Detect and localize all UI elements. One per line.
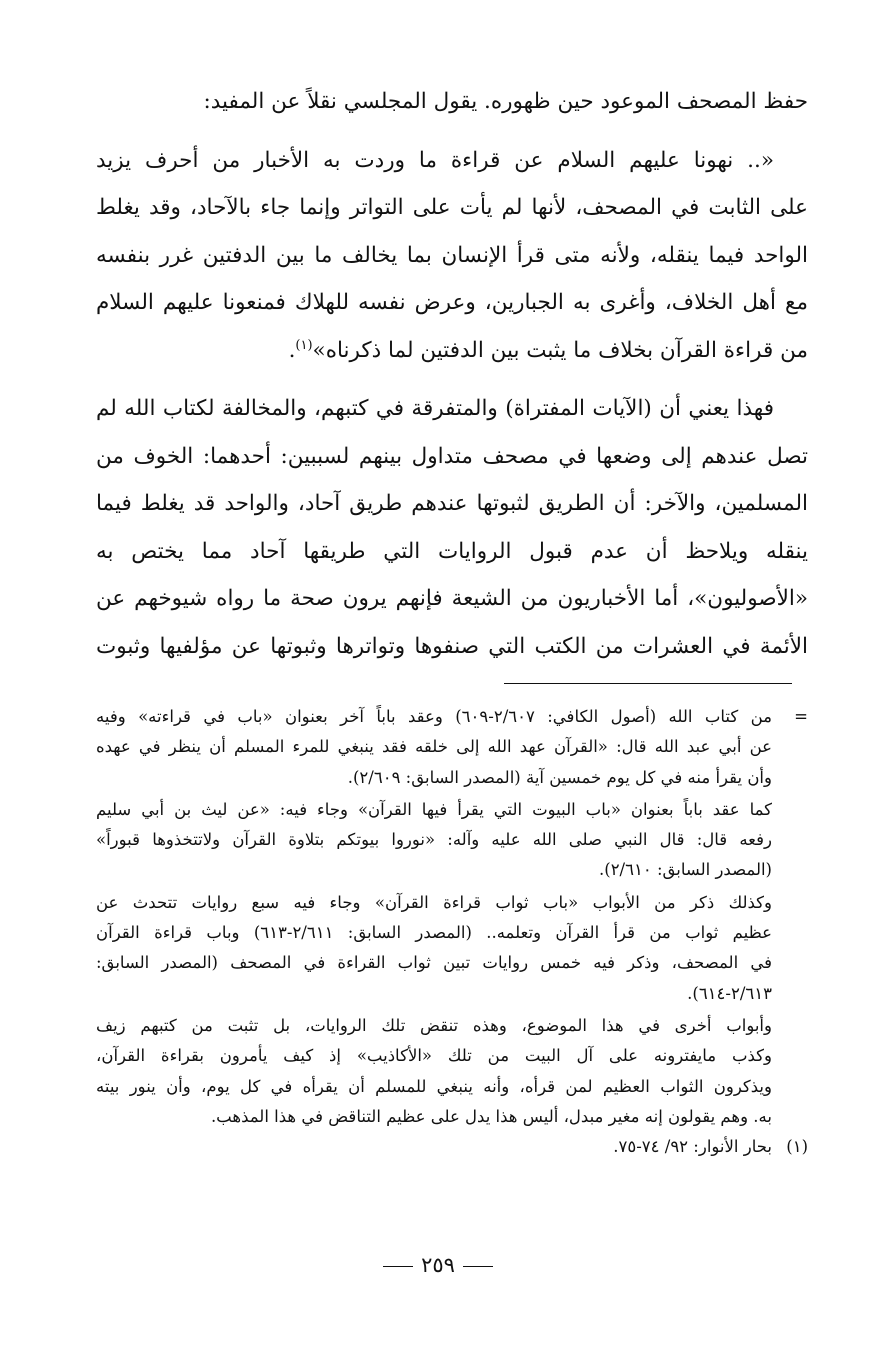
page-number-value: ٢٥٩ — [421, 1253, 455, 1277]
text-line: الأئمة في العشرات من الكتب التي صنفوها وتواترها وثبوتها عن مؤلفيها وثبوت — [96, 633, 808, 659]
text-line: المسلمين، والآخر: أن الطريق لثبوتها عندهم طريق آحاد، والواحد قد يغلط فيما — [96, 491, 808, 516]
footnote-number: (١) — [786, 1137, 808, 1157]
text-line: فهذا يعني أن (الآيات المفتراة) والمتفرقة في كتبهم، والمخالفة لكتاب الله لم — [96, 396, 774, 421]
page-number-dash — [463, 1266, 493, 1267]
footnote-line-text: من كتاب الله (أصول الكافي: ٢/٦٠٧-٦٠٩) وعقد باباً آخر بعنوان «باب في قراءته» وفيه — [96, 707, 772, 726]
quote-line-text: من قراءة القرآن بخلاف ما يثبت بين الدفتين لما ذكرناه» — [312, 337, 808, 363]
footnote-line: وأبواب أخرى في هذا الموضوع، وهذه تنقض تلك الروايات، بل تثبت من كتبهم زيف — [96, 1015, 772, 1035]
text-line: ينقله ويلاحظ أن عدم قبول الروايات التي طريقها آحاد مما يختص به — [96, 538, 808, 564]
footnote-line: به. وهم يقولون إنه مغير مبدل، أليس هذا يدل على عظيم التناقض في هذا المذهب. — [210, 1106, 772, 1126]
footnote-line: ويذكرون الثواب العظيم لمن قرأه، وأنه ينبغي للمسلم أن يقرأه في كل يوم، وأن ينور بيته — [96, 1076, 772, 1096]
footnote-line: وكذلك ذكر من الأبواب «باب ثواب قراءة القرآن» وجاء فيه سبع روايات تتحدث عن — [96, 892, 772, 912]
page-number-dash — [383, 1266, 413, 1267]
footnote-reference[interactable]: (١) — [295, 337, 313, 353]
quote-line: الواحد فيما ينقله، ولأنه متى قرأ الإنسان بما يخالف ما بين الدفتين غرر بنفسه — [96, 242, 808, 268]
text-line: «الأصوليون»، أما الأخباريون من الشيعة فإنهم يرون صحة ما رواه شيوخهم عن — [96, 586, 808, 611]
footnote-line: عظيم ثواب من قرأ القرآن وتعلمه.. (المصدر السابق: ٢/٦١١-٦١٣) وباب قراءة القرآن — [96, 923, 772, 943]
quote-line-last — [96, 327, 808, 375]
footnote-text: بحار الأنوار: ٩٢/ ٧٤-٧٥. — [613, 1137, 772, 1157]
footnote-line: (المصدر السابق: ٢/٦١٠). — [599, 860, 772, 880]
footnote-line: رفعه قال: قال النبي صلى الله عليه وآله: «نوروا بيوتكم بتلاوة القرآن ولاتتخذوها قبوراً» — [96, 830, 772, 850]
footnote-line: وأن يقرأ منه في كل يوم خمسين آية (المصدر السابق: ٢/٦٠٩). — [347, 767, 772, 787]
page-number — [0, 1250, 876, 1280]
main-text — [96, 78, 808, 670]
footnotes — [96, 702, 808, 1162]
quote-end-mark: . — [288, 337, 296, 363]
quote-line: مع أهل الخلاف، وأغرى به الجبارين، وعرض نفسه للهلاك فمنعونا عليهم السلام — [96, 290, 808, 315]
footnote-line: كما عقد باباً بعنوان «باب البيوت التي يقرأ فيها القرآن» وجاء فيه: «عن ليث بن أبي سليم — [96, 799, 772, 819]
footnote-line: عن أبي عبد الله قال: «القرآن عهد الله إلى خلقه فقد ينبغي للمرء المسلم أن ينظر في عهده — [96, 737, 772, 757]
quote-line: على الثابت في المصحف، لأنها لم يأت على التواتر وإنما جاء بالآحاد، وقد يغلط — [96, 195, 808, 220]
footnote-line: ٢/٦١٣-٦١٤). — [687, 983, 772, 1003]
footnote-divider — [504, 683, 792, 684]
footnote-line — [96, 702, 808, 732]
footnote-line: في المصحف، وذكر فيه خمس روايات تبين ثواب القراءة في المصحف (المصدر السابق: — [96, 953, 772, 973]
continuation-mark: = — [794, 707, 808, 726]
text-line: حفظ المصحف الموعود حين ظهوره. يقول المجلسي نقلاً عن المفيد: — [203, 89, 808, 114]
footnote-line: وكذب مايفترونه على آل البيت من تلك «الأكاذيب» إذ كيف يأمرون بقراءة القرآن، — [96, 1046, 772, 1066]
quote-line: «.. نهونا عليهم السلام عن قراءة ما وردت به الأخبار من أحرف يزيد — [96, 147, 774, 173]
footnote-1 — [96, 1132, 808, 1162]
text-line: تصل عندهم إلى وضعها في مصحف متداول بينهم لسببين: أحدهما: الخوف من — [96, 443, 808, 469]
